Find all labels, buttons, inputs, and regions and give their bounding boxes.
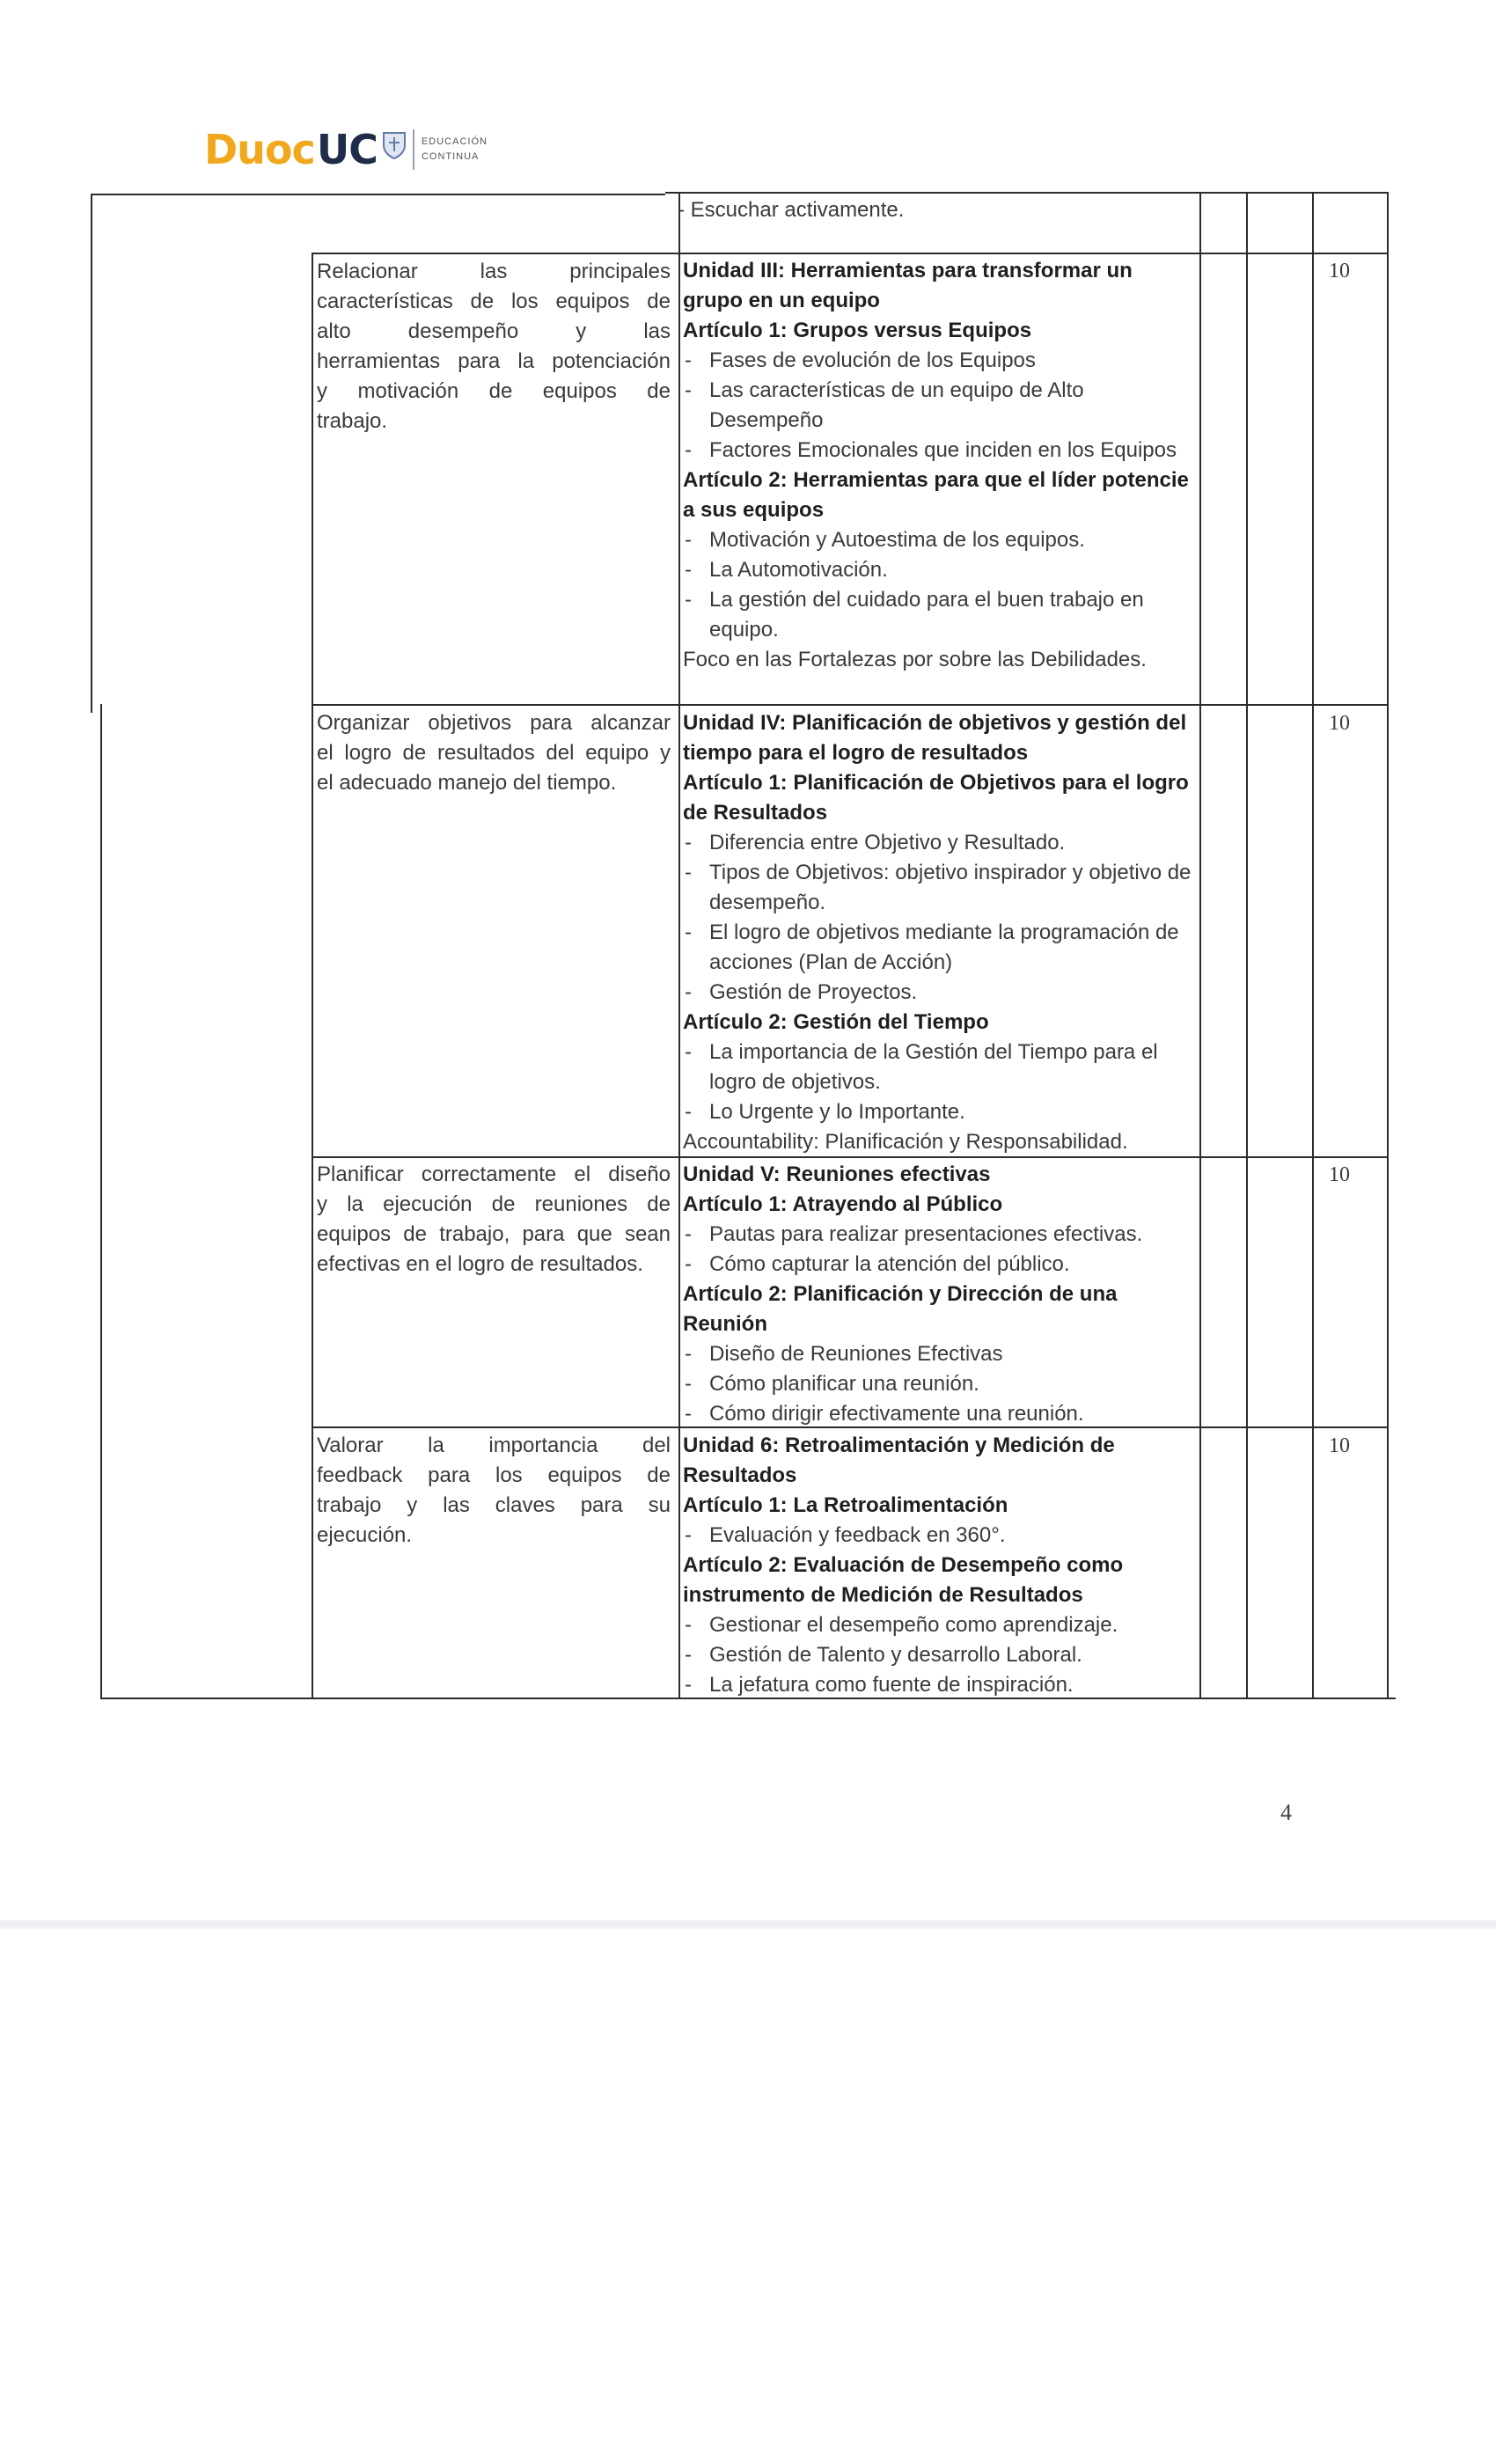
content-list-item [683,525,1193,555]
page-number: 4 [1280,1800,1292,1825]
table-left-border [91,194,92,713]
top-row-text: - Escuchar activamente. [678,198,905,222]
content-list-item-text: Evaluación y feedback en 360°. [709,1523,1006,1547]
content-paragraph: Accountability: Planificación y Responsabilidad. [683,1130,1128,1154]
content-list-item-text: La jefatura como fuente de inspiración. [709,1673,1074,1697]
objective-line: alto desempeño y las [317,319,671,343]
content-list-item-text: La importancia de la Gestión del Tiempo para el logro de objetivos. [709,1040,1158,1094]
content-list-item [683,436,1193,466]
objective-line: Planificar correctamente el diseño [317,1162,671,1186]
scan-edge [0,1920,1496,1929]
bullet-dash-icon: - [685,1613,692,1637]
objective-line: el logro de resultados del equipo y [317,741,671,765]
table-right-border [1387,192,1389,1699]
content-list-item-text: Factores Emocionales que inciden en los Equipos [709,438,1177,462]
bullet-dash-icon: - [685,1372,692,1396]
content-heading: Artículo 2: Herramientas para que el líder potencie a sus equipos [683,468,1189,522]
content-list-item-text: El logro de objetivos mediante la programación de acciones (Plan de Acción) [709,920,1179,974]
table-row-divider-2 [312,704,1387,706]
table-top-border-right [665,192,1387,194]
content-heading: Artículo 1: Atrayendo al Público [683,1192,1003,1216]
content-cell [683,1160,1193,1429]
content-list-item-text: Cómo capturar la atención del público. [709,1252,1070,1276]
score-cell: 10 [1329,712,1350,735]
bullet-dash-icon: - [685,1523,692,1547]
objective-line: y motivación de equipos de [317,379,671,403]
objective-cell [317,1431,671,1551]
university-seal-icon [381,129,407,159]
bullet-dash-icon: - [685,861,692,884]
content-list-item [683,1640,1193,1670]
content-list-item [683,555,1193,585]
objective-line: herramientas para la potenciación [317,349,671,373]
content-list-item [683,1220,1193,1250]
bullet-dash-icon: - [685,1643,692,1667]
table-row-divider-1 [312,253,1387,254]
content-list-item-text: Tipos de Objetivos: objetivo inspirador y objetivo de desempeño. [709,861,1192,914]
objective-line: Organizar objetivos para alcanzar [317,711,671,735]
table-left-border-lower [100,704,102,1699]
score-cell: 10 [1329,1434,1350,1457]
content-list-item-text: Fases de evolución de los Equipos [709,348,1036,372]
content-list-item-text: Lo Urgente y lo Importante. [709,1100,965,1124]
bullet-dash-icon: - [685,1100,692,1124]
duoc-uc-logo [204,123,488,176]
logo-uc-text: UC [316,126,378,173]
content-list-item [683,1250,1193,1280]
content-list-item [683,1369,1193,1399]
content-heading: Artículo 2: Planificación y Dirección de una Reunión [683,1282,1118,1336]
table-top-border-left [91,194,665,195]
bullet-dash-icon: - [685,528,692,552]
content-list-item [683,376,1193,436]
content-list-item [683,1097,1193,1127]
content-list-item-text: Pautas para realizar presentaciones efectivas. [709,1222,1143,1246]
content-list-item [683,858,1193,918]
bullet-dash-icon: - [685,558,692,582]
content-list-item-text: Gestión de Talento y desarrollo Laboral. [709,1643,1082,1667]
content-list-item [683,346,1193,376]
content-heading: Artículo 1: Planificación de Objetivos para el logro de Resultados [683,771,1189,825]
bullet-dash-icon: - [685,1252,692,1276]
content-heading: Artículo 1: La Retroalimentación [683,1493,1008,1517]
bullet-dash-icon: - [685,1342,692,1366]
objective-line: feedback para los equipos de [317,1463,671,1487]
content-list-item-text: Cómo planificar una reunión. [709,1372,979,1396]
logo-subtitle [422,135,488,165]
objective-line: el adecuado manejo del tiempo. [317,771,617,795]
content-list-item-text: Diseño de Reuniones Efectivas [709,1342,1003,1366]
bullet-dash-icon: - [685,1673,692,1697]
col-divider-a [1199,192,1201,1699]
content-cell [683,1431,1193,1700]
content-list-item-text: Las características de un equipo de Alto Desempeño [709,378,1084,432]
bullet-dash-icon: - [685,348,692,372]
content-list-item-text: Diferencia entre Objetivo y Resultado. [709,831,1066,854]
content-paragraph: Foco en las Fortalezas por sobre las Debilidades. [683,648,1147,671]
content-list-item-text: La gestión del cuidado para el buen trabajo en equipo. [709,588,1144,642]
objective-line: ejecución. [317,1523,413,1547]
content-list-item [683,1610,1193,1640]
content-heading: Artículo 1: Grupos versus Equipos [683,319,1032,342]
objective-cell [317,1160,671,1280]
content-list-item [683,1339,1193,1369]
objective-line: Valorar la importancia del [317,1434,671,1457]
objective-line: trabajo. [317,409,388,433]
col-divider-objectives [312,253,313,1699]
content-list-item-text: Motivación y Autoestima de los equipos. [709,528,1085,552]
content-list-item-text: Cómo dirigir efectivamente una reunión. [709,1402,1084,1426]
content-heading: Unidad 6: Retroalimentación y Medición de Resultados [683,1434,1115,1487]
bullet-dash-icon: - [685,588,692,612]
bullet-dash-icon: - [685,438,692,462]
objective-line: Relacionar las principales [317,260,671,283]
content-cell [683,256,1193,675]
content-heading: Artículo 2: Evaluación de Desempeño como instrumento de Medición de Resultados [683,1553,1124,1607]
content-cell [683,708,1193,1157]
content-heading: Unidad V: Reuniones efectivas [683,1162,991,1186]
bullet-dash-icon: - [685,980,692,1004]
content-list-item [683,978,1193,1008]
objective-line: y la ejecución de reuniones de [317,1192,671,1216]
content-list-item-text: Gestionar el desempeño como aprendizaje. [709,1613,1118,1637]
col-divider-b [1246,192,1248,1699]
bullet-dash-icon: - [685,1222,692,1246]
score-cell: 10 [1329,260,1350,282]
objective-line: características de los equipos de [317,290,671,313]
content-list-item [683,585,1193,645]
logo-subtitle-line-2: CONTINUA [421,151,480,162]
bullet-dash-icon: - [685,1402,692,1426]
objective-line: efectivas en el logro de resultados. [317,1252,643,1276]
content-list-item [683,1399,1193,1429]
col-divider-c [1312,192,1314,1699]
content-list-item [683,1038,1193,1097]
objective-cell [317,708,671,798]
content-heading: Unidad III: Herramientas para transformar un grupo en un equipo [683,259,1133,312]
bullet-dash-icon: - [685,378,692,402]
content-heading: Artículo 2: Gestión del Tiempo [683,1010,989,1034]
col-divider-content [678,194,680,1699]
content-list-item [683,1521,1193,1551]
content-heading: Unidad IV: Planificación de objetivos y gestión del tiempo para el logro de resultados [683,711,1187,765]
logo-divider [413,129,414,170]
content-list-item [683,828,1193,858]
logo-duoc-text: Duoc [204,126,315,173]
score-cell: 10 [1329,1163,1350,1186]
content-list-item-text: La Automotivación. [709,558,888,582]
objective-line: trabajo y las claves para su [317,1493,671,1517]
bullet-dash-icon: - [685,831,692,854]
logo-subtitle-line-1: EDUCACIÓN [421,136,488,147]
objective-line: equipos de trabajo, para que sean [317,1222,671,1246]
bullet-dash-icon: - [685,920,692,944]
objective-cell [317,257,671,436]
bullet-dash-icon: - [685,1040,692,1064]
content-list-item-text: Gestión de Proyectos. [709,980,918,1004]
content-list-item [683,1670,1193,1700]
content-list-item [683,918,1193,978]
